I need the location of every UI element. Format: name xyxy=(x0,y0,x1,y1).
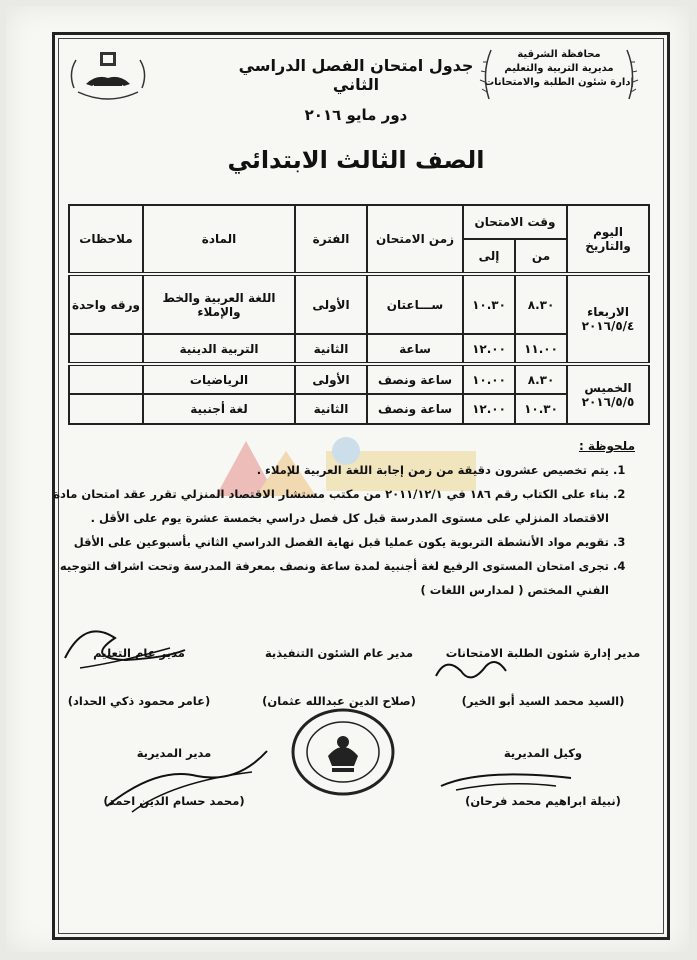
exam-session: دور مايو ٢٠١٦ xyxy=(304,106,408,124)
signatory-role: وكيل المديرية xyxy=(503,746,583,760)
table-row xyxy=(69,364,649,394)
from-cell: ١٠.٣٠ xyxy=(515,394,567,424)
subject-cell: الرياضيات xyxy=(143,364,295,394)
subject-cell: لغة أجنبية xyxy=(143,394,295,424)
notes-title: ملحوظة : xyxy=(578,439,635,453)
issuing-authority xyxy=(479,48,639,90)
notes-section xyxy=(45,434,635,602)
signatory-role: مدير المديرية xyxy=(136,746,212,760)
subject-cell: اللغة العربية والخط والإملاء xyxy=(143,274,295,334)
document-sheet xyxy=(6,6,689,952)
to-cell: ١٠.٠٠ xyxy=(463,364,515,394)
subject-header: المادة xyxy=(143,205,295,274)
day-date-header: اليوم والتاريخ xyxy=(567,205,649,274)
handwritten-signature-icon xyxy=(436,766,576,796)
department-line: إدارة شئون الطلبة والامتحانات xyxy=(484,77,634,88)
note-item: 1. يتم تخصيص عشرون دقيقة من زمن إجابة اللغة العربية للإملاء . xyxy=(45,458,609,482)
signatory-role: مدير إدارة شئون الطلبة الامتحانات xyxy=(445,646,641,660)
duration-header: زمن الامتحان xyxy=(367,205,463,274)
to-cell: ١٠.٣٠ xyxy=(463,274,515,334)
handwritten-signature-icon xyxy=(102,746,272,816)
note-item: 4. تجرى امتحان المستوى الرفيع لغة أجنبية لمدة ساعة ونصف بمعرفة المدرسة وتحت اشراف التوجيه الفني المختص ( لمدارس اللغات ) xyxy=(45,554,609,602)
period-header: الفترة xyxy=(295,205,367,274)
table-row xyxy=(69,274,649,334)
signatory-name: ( نبيلة ابراهيم محمد فرحان ) xyxy=(443,794,643,808)
period-cell: الأولى xyxy=(295,274,367,334)
document-title-block xyxy=(236,56,476,124)
period-cell: الأولى xyxy=(295,364,367,394)
handwritten-signature-icon xyxy=(426,646,516,696)
exam-schedule-table xyxy=(68,204,650,425)
table-row xyxy=(69,334,649,364)
to-cell: ١٢.٠٠ xyxy=(463,334,515,364)
to-cell: ١٢.٠٠ xyxy=(463,394,515,424)
signatory-name: ( صلاح الدين عبدالله عثمان ) xyxy=(249,694,429,708)
ministry-emblem-icon xyxy=(68,48,148,110)
signatory-role: مدير عام التعليم xyxy=(93,646,185,660)
signatory-name: ( عامر محمود ذكي الحداد ) xyxy=(59,694,219,708)
signatory-name: ( محمد حسام الدين احمد ) xyxy=(79,794,269,808)
governorate-line: محافظة الشرقية xyxy=(517,49,601,60)
to-header: إلى xyxy=(463,239,515,274)
grade-title: الصف الثالث الابتدائي xyxy=(227,146,485,174)
subject-cell: التربية الدينية xyxy=(143,334,295,364)
laurel-wreath-icon xyxy=(479,44,639,106)
official-seal-icon xyxy=(288,706,398,798)
document-title: جدول امتحان الفصل الدراسي الثاني xyxy=(238,56,474,94)
notes-header: ملاحظات xyxy=(69,205,143,274)
day-cell: الخميس ٢٠١٦/٥/٥ xyxy=(567,364,649,424)
note-item: 3. تقويم مواد الأنشطة التربوية يكون عمليا قبل نهاية الفصل الدراسي الثاني بأسبوعين على الأقل xyxy=(45,530,609,554)
duration-cell: ساعة xyxy=(367,334,463,364)
exam-time-header: وقت الامتحان xyxy=(463,205,567,239)
from-header: من xyxy=(515,239,567,274)
from-cell: ٨.٣٠ xyxy=(515,364,567,394)
duration-cell: ساعة ونصف xyxy=(367,364,463,394)
period-cell: الثانية xyxy=(295,334,367,364)
directorate-line: مديرية التربية والتعليم xyxy=(504,63,614,74)
duration-cell: ســـاعتان xyxy=(367,274,463,334)
from-cell: ١١.٠٠ xyxy=(515,334,567,364)
notes-cell xyxy=(69,334,143,364)
signatory-role: مدير عام الشئون التنفيذية xyxy=(264,646,414,660)
handwritten-signature-icon xyxy=(60,618,190,678)
duration-cell: ساعة ونصف xyxy=(367,394,463,424)
table-row xyxy=(69,394,649,424)
from-cell: ٨.٣٠ xyxy=(515,274,567,334)
signature-block xyxy=(249,646,429,708)
notes-cell xyxy=(69,364,143,394)
notes-cell: ورقه واحدة xyxy=(69,274,143,334)
note-item: 2. بناء على الكتاب رقم ١٨٦ في ٢٠١١/١٢/١ من مكتب مستشار الاقتصاد المنزلي تقرر عقد امتحان مادة الاقتصاد المنزلي على مستوى المدرسة قبل كل فصل دراسي بخمسة عشرة يوم على الأقل . xyxy=(45,482,609,530)
period-cell: الثانية xyxy=(295,394,367,424)
signatory-name: ( السيد محمد السيد أبو الخير ) xyxy=(443,694,643,708)
notes-cell xyxy=(69,394,143,424)
day-cell: الاربعاء ٢٠١٦/٥/٤ xyxy=(567,274,649,364)
